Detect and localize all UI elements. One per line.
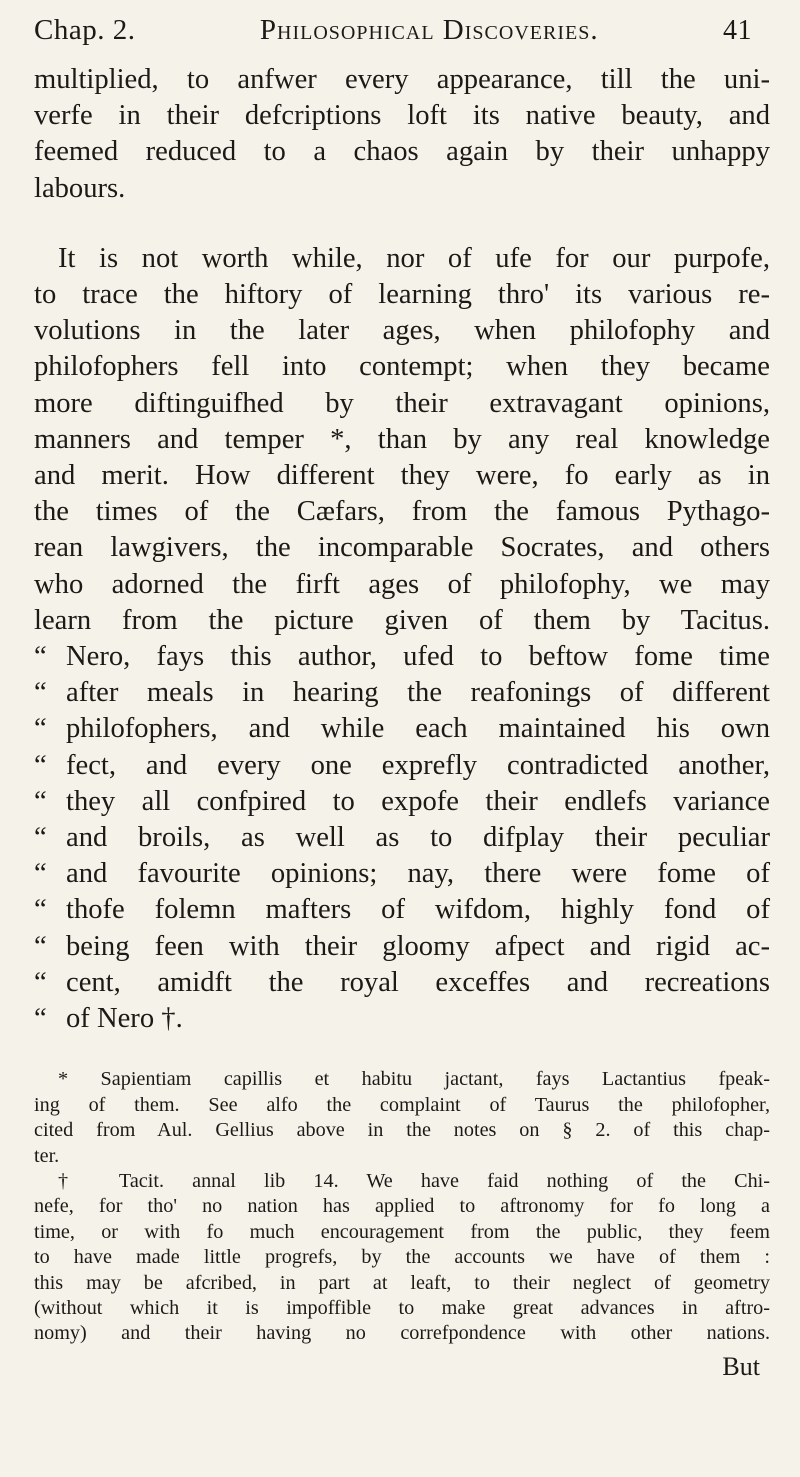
quote-line: thofe folemn mafters of wifdom, highly fond of xyxy=(66,894,770,926)
quote-mark: “ xyxy=(34,785,47,817)
footnote-line: (without which it is impoffible to make great advances in aftro- xyxy=(34,1296,770,1319)
footnote-line: cited from Aul. Gellius above in the notes on § 2. of this chap- xyxy=(34,1119,770,1142)
text-line: to trace the hiftory of learning thro' its various re- xyxy=(34,279,770,311)
quote-mark: “ xyxy=(34,641,47,673)
footnote-line: to have made little progrefs, by the accounts we have of them : xyxy=(34,1246,770,1269)
text-line: rean lawgivers, the incomparable Socrates, and others xyxy=(34,532,770,564)
text-line: philofophers fell into contempt; when they became xyxy=(34,351,770,383)
running-title: Philosophical Discoveries. xyxy=(259,14,599,46)
text-line: manners and temper *, than by any real knowledge xyxy=(34,423,770,455)
quote-line: and broils, as well as to difplay their peculiar xyxy=(66,822,770,854)
chapter-label: Chap. 2. xyxy=(34,14,136,46)
footnote-line: ing of them. See alfo the complaint of Taurus the philofopher, xyxy=(34,1093,770,1116)
text-line: verfe in their defcriptions loft its native beauty, and xyxy=(34,100,770,132)
footnote-line: ter. xyxy=(34,1144,60,1167)
text-line: more diftinguifhed by their extravagant opinions, xyxy=(34,387,770,419)
quote-line: cent, amidft the royal exceffes and recreations xyxy=(66,966,770,998)
text-line: learn from the picture given of them by Tacitus. xyxy=(34,604,770,636)
quote-mark: “ xyxy=(34,749,47,781)
quote-mark: “ xyxy=(34,713,47,745)
catchword: But xyxy=(722,1351,760,1381)
text-line: the times of the Cæfars, from the famous Pythago- xyxy=(34,496,770,528)
paragraph-main xyxy=(34,241,770,639)
quote-mark: “ xyxy=(34,894,47,926)
quote-line: Nero, fays this author, ufed to beftow fome time xyxy=(66,641,770,673)
quotation-block xyxy=(34,639,770,1037)
quote-line: of Nero †. xyxy=(66,1003,183,1035)
quote-mark: “ xyxy=(34,1003,47,1035)
text-line: feemed reduced to a chaos again by their unhappy xyxy=(34,136,770,168)
paragraph-continued xyxy=(34,62,770,207)
text-line: labours. xyxy=(34,172,126,204)
quote-mark: “ xyxy=(34,677,47,709)
footnote-line: † Tacit. annal lib 14. We have faid nothing of the Chi- xyxy=(58,1169,770,1192)
footnote-line: this may be afcribed, in part at leaft, to their neglect of geometry xyxy=(34,1271,770,1294)
text-line: volutions in the later ages, when philofophy and xyxy=(34,315,770,347)
quote-line: and favourite opinions; nay, there were fome of xyxy=(66,858,770,890)
quote-mark: “ xyxy=(34,966,47,998)
quote-mark: “ xyxy=(34,930,47,962)
text-line: multiplied, to anfwer every appearance, till the uni- xyxy=(34,64,770,95)
footnote-line: nomy) and their having no correfpondence with other nations. xyxy=(34,1322,770,1345)
footnote-line: time, or with fo much encouragement from the public, they feem xyxy=(34,1220,770,1243)
footnote-line: nefe, for tho' no nation has applied to aftronomy for fo long a xyxy=(34,1195,770,1218)
quote-line: fect, and every one exprefly contradicted another, xyxy=(66,749,770,781)
quote-mark: “ xyxy=(34,822,47,854)
quote-line: being feen with their gloomy afpect and rigid ac- xyxy=(66,930,770,962)
text-line: and merit. How different they were, fo early as in xyxy=(34,460,770,492)
footnotes xyxy=(34,1067,770,1346)
quote-line: philofophers, and while each maintained his own xyxy=(66,713,770,745)
page-body xyxy=(34,62,770,1385)
text-line: who adorned the firft ages of philofophy, we may xyxy=(34,568,770,600)
running-header xyxy=(34,14,752,54)
quote-line: after meals in hearing the reafonings of different xyxy=(66,677,770,709)
footnote-line: * Sapientiam capillis et habitu jactant, fays Lactantius fpeak- xyxy=(58,1068,770,1091)
page-number: 41 xyxy=(722,15,752,46)
quote-line: they all confpired to expofe their endlefs variance xyxy=(66,785,770,817)
text-line: It is not worth while, nor of ufe for our purpofe, xyxy=(58,242,770,274)
quote-mark: “ xyxy=(34,858,47,890)
